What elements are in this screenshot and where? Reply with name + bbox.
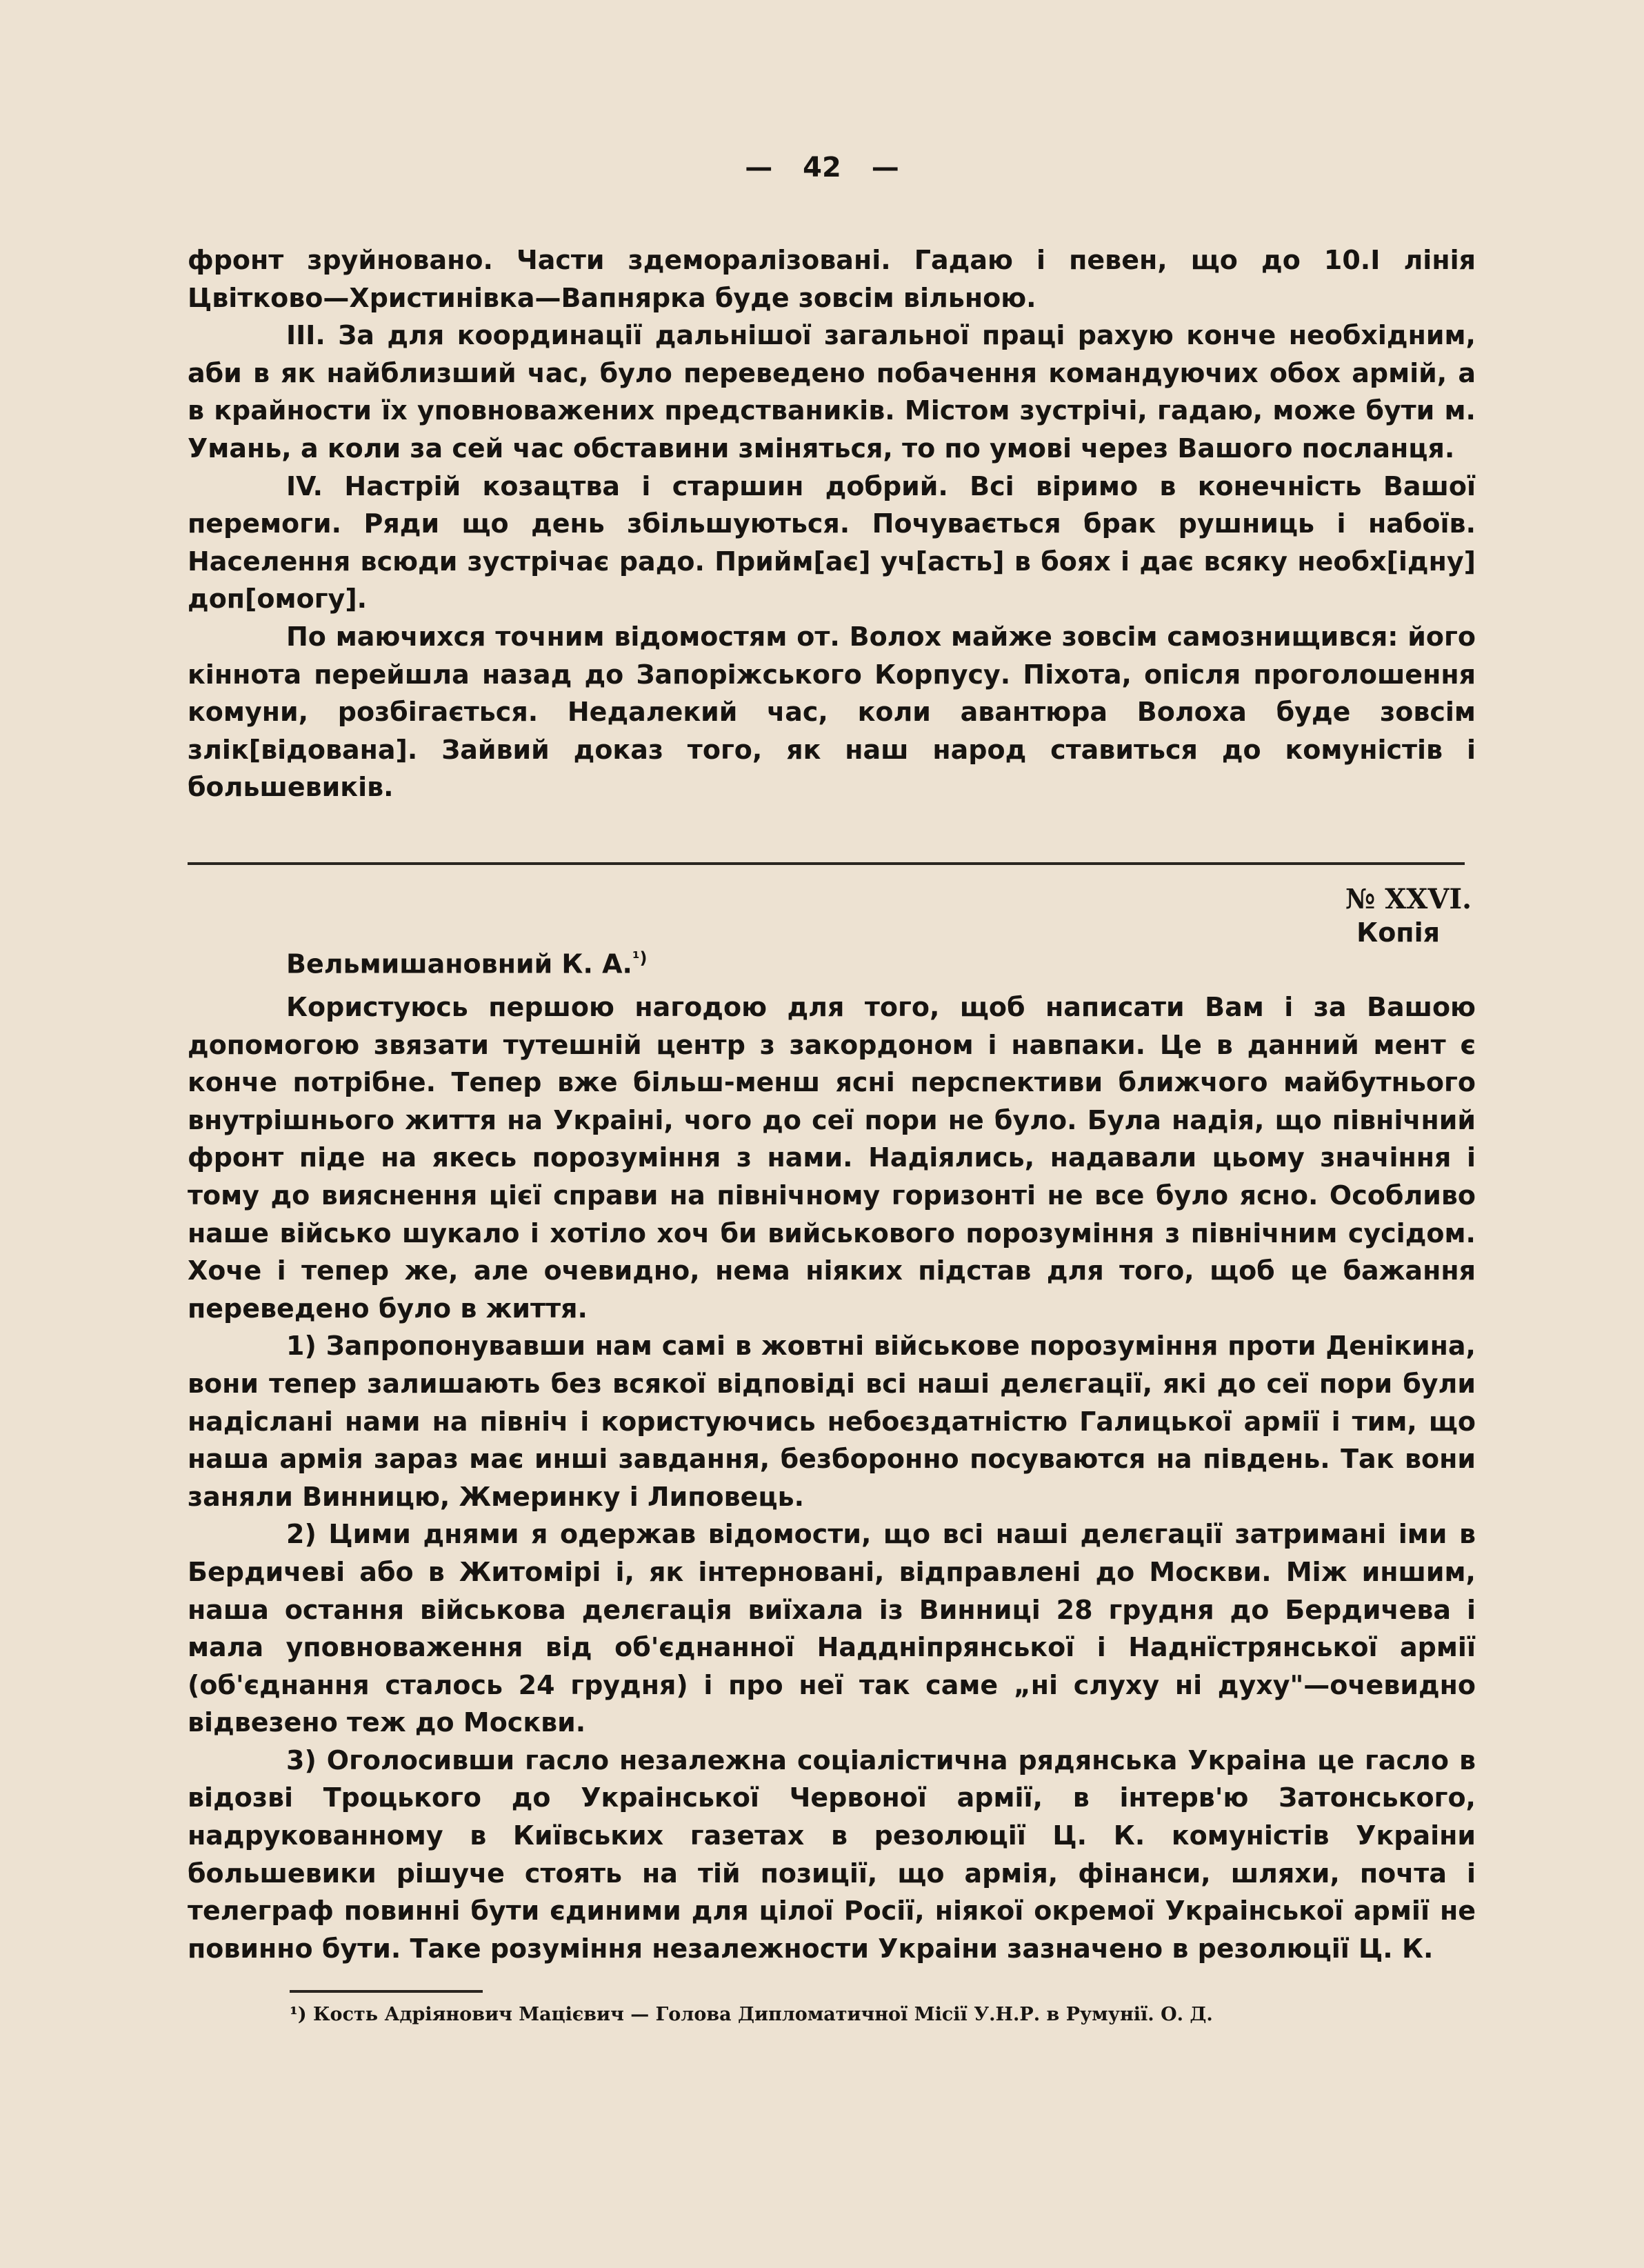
paragraph: ІV. Настрій козацтва і старшин добрий. Всі віримо в конечність Вашої перемоги. Ряди що день збільшуються. Почувається брак рушниць і набоїв. Населення всюди зустрічає радо. Прийм[ає] уч[асть] в боях і дає всяку необх[ідну] доп[омогу]. — [188, 470, 1476, 615]
copy-label: Копія — [1356, 917, 1440, 948]
salutation — [286, 948, 647, 979]
salutation-text: Вельмишановний К. А. — [286, 948, 632, 979]
footnote-marker: ¹) — [632, 948, 648, 968]
letter-body — [188, 988, 1476, 1967]
paragraph: 1) Запропонувавши нам самі в жовтні військове порозуміння проти Денікина, вони тепер залишають без всякої відповіді всі наші делєгації, які до сеї пори були надіслані нами на північ і користуючись небоєздатністю Галицької армії і тим, що наша армія зараз має инші завдання, безборонно посуваются на південь. Так вони заняли Винницю, Жмеринку і Липовець. — [188, 1331, 1476, 1512]
footnote: ¹) Кость Адріянович Мацієвич — Голова Дипломатичної Місії У.Н.Р. в Румунії. О. Д. — [290, 2004, 1213, 2025]
letter-continuation — [188, 241, 1476, 806]
footnote-divider — [290, 1990, 483, 1993]
paragraph: фронт зруйновано. Части здеморалізовані. Гадаю і певен, що до 10.І лінія Цвітково—Христинівка—Вапнярка буде зовсім вільною. — [188, 245, 1476, 313]
document-number: № XXVI. — [1345, 883, 1472, 915]
page-number: — 42 — — [745, 152, 899, 183]
paragraph: 2) Цими днями я одержав відомости, що всі наші делєгації затримані іми в Бердичеві або в Житомірі і, як інтерновані, відправлені до Москви. Між иншим, наша остання військова делєгація виїхала із Винниці 28 грудня до Бердичева і мала уповноваження від об'єднанної Наддніпрянської і Наднїстрянської армії (об'єднання сталось 24 грудня) і про неї так саме „ні слуху ні духу"—очевидно відвезено теж до Москви. — [188, 1519, 1476, 1738]
paragraph: Користуюсь першою нагодою для того, щоб написати Вам і за Вашою допомогою звязати тутешній центр з закордоном і навпаки. Це в данний мент є конче потрібне. Тепер вже більш-менш ясні перспективи ближчого майбутнього внутрішнього життя на Украіні, чого до сеї пори не було. Була надія, що північний фронт піде на якесь порозуміння з нами. Надіялись, надавали цьому значіння і тому до вияснення цієї справи на північному горизонті не все було ясно. Особливо наше військо шукало і хотіло хоч би вийськового порозуміння з північним сусідом. Хоче і тепер же, але очевидно, нема ніяких підстав для того, щоб це бажання переведено було в життя. — [188, 992, 1476, 1324]
paragraph: По маючихся точним відомостям от. Волох майже зовсім самознищився: його кіннота перейшла назад до Запоріжського Корпусу. Піхота, опісля проголошення комуни, розбігається. Недалекий час, коли авантюра Волоха буде зовсім злік[відована]. Зайвий доказ того, як наш народ ставиться до комуністів і большевиків. — [188, 621, 1476, 803]
section-divider — [188, 862, 1465, 865]
paragraph: 3) Оголосивши гасло незалежна соціалістична рядянська Украіна це гасло в відозві Троцького до Украінської Червоної армії, в інтерв'ю Затонського, надрукованному в Київських газетах в резолюції Ц. К. комуністів Украіни большевики рішуче стоять на тій позиції, що армія, фінанси, шляхи, почта і телеграф повинні бути єдиними для цілої Росії, ніякої окремої Украінської армії не повинно бути. Таке розуміння незалежности Украіни зазначено в резолюції Ц. К. — [188, 1744, 1476, 1964]
paragraph: ІІІ. За для координації дальнішої загальної праці рахую конче необхідним, аби в як найблизший час, було переведено побачення командуючих обох армій, а в крайности їх уповноважених предстваників. Містом зустрічі, гадаю, може бути м. Умань, а коли за сей час обставини зміняться, то по умові через Вашого посланця. — [188, 320, 1476, 464]
